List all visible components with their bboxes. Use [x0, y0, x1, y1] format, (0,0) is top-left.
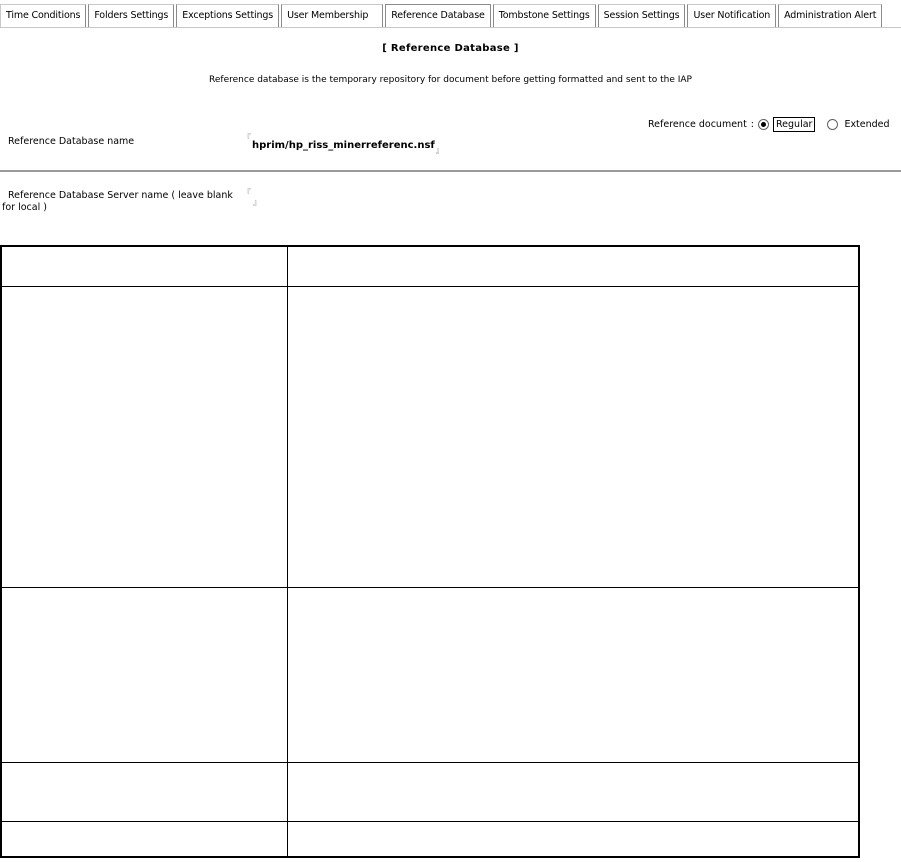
table-row	[1, 762, 859, 821]
table-cell	[288, 762, 860, 821]
table-cell	[1, 286, 288, 587]
table-row	[1, 821, 859, 857]
table-row	[1, 246, 859, 286]
table-row	[1, 587, 859, 762]
tab-bar-baseline	[0, 27, 901, 28]
table-cell	[1, 821, 288, 857]
tab-user-membership[interactable]: User Membership	[281, 4, 383, 27]
tab-administration-alert[interactable]: Administration Alert	[778, 4, 882, 27]
tab-folders-settings[interactable]: Folders Settings	[88, 4, 174, 27]
tab-bar	[0, 4, 884, 28]
field-open-marker: 『	[243, 188, 251, 197]
server-name-field[interactable]	[243, 189, 261, 207]
server-name-label: Reference Database Server name ( leave blank for local )	[2, 190, 233, 213]
db-name-label: Reference Database name	[8, 136, 135, 147]
tab-reference-database[interactable]: Reference Database	[385, 4, 491, 27]
regular-radio[interactable]	[758, 119, 769, 130]
section-title: [ Reference Database ]	[382, 43, 519, 54]
extended-option-label[interactable]: Extended	[844, 119, 890, 130]
table-cell	[1, 587, 288, 762]
tab-user-notification[interactable]: User Notification	[687, 4, 776, 27]
table-row	[1, 286, 859, 587]
regular-option-label[interactable]: Regular	[773, 117, 815, 132]
tab-session-settings[interactable]: Session Settings	[598, 4, 686, 27]
table-cell	[288, 821, 860, 857]
db-name-field[interactable]	[243, 134, 444, 155]
reference-document-label: Reference document	[648, 119, 747, 130]
db-name-value[interactable]: hprim/hp_riss_minerreferenc.nsf	[252, 140, 435, 151]
empty-table	[0, 245, 860, 858]
tab-exceptions-settings[interactable]: Exceptions Settings	[176, 4, 279, 27]
field-close-marker: 』	[253, 198, 261, 207]
table-cell	[288, 286, 860, 587]
table-cell	[288, 587, 860, 762]
reference-document-group	[648, 117, 890, 132]
section-divider	[0, 170, 901, 172]
field-close-marker: 』	[435, 146, 444, 155]
table-cell	[1, 762, 288, 821]
extended-radio[interactable]	[827, 119, 838, 130]
table-cell	[288, 246, 860, 286]
field-open-marker: 『	[243, 133, 251, 142]
section-description: Reference database is the temporary repository for document before getting formatted and sent to the IAP	[209, 75, 692, 85]
reference-document-separator: :	[750, 119, 754, 130]
tab-tombstone-settings[interactable]: Tombstone Settings	[493, 4, 596, 27]
tab-time-conditions[interactable]: Time Conditions	[0, 4, 86, 27]
table-cell	[1, 246, 288, 286]
